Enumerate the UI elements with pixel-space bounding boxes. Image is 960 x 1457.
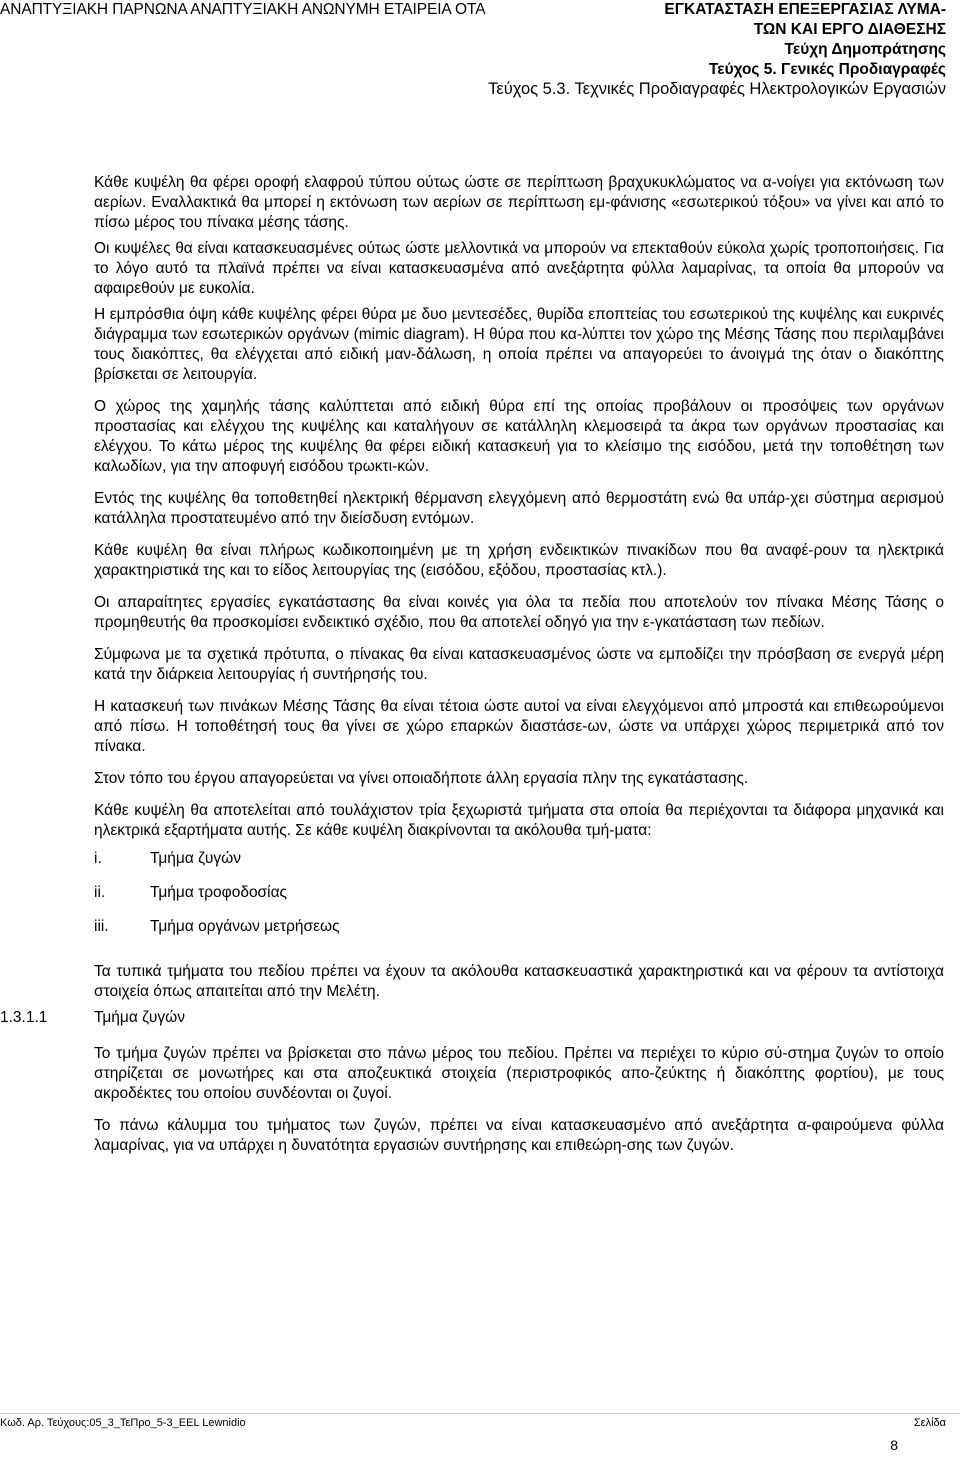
paragraph: Σύμφωνα με τα σχετικά πρότυπα, ο πίνακας θα είναι κατασκευασμένος ώστε να εμποδίζει την πρόσβαση σε ενεργά μέρη κατά την διάρκεια λειτουργίας ή συντήρησής του. <box>94 646 944 683</box>
header-document-type: Τεύχη Δημοπράτησης <box>784 41 946 58</box>
paragraph: Οι απαραίτητες εργασίες εγκατάστασης θα είναι κοινές για όλα τα πεδία που αποτελούν τον πίνακα Μέσης Τάσης ο προμηθευτής θα προσκομίσει ενδεικτικό σχέδιο, που θα αποτελεί οδηγό για την ε-γκατάσταση των πεδίων. <box>94 594 944 631</box>
paragraph: Κάθε κυψέλη θα φέρει οροφή ελαφρού τύπου ούτως ώστε σε περίπτωση βραχυκυκλώματος να α-νοίγει για εκτόνωση των αερίων. Εναλλακτικά θα μπορεί η εκτόνωση των αερίων σε περίπτωση εμ-φάνισης «εσωτερικού τόξου» να γίνει και από το πίσω μέρος του πίνακα μέσης τάσης. <box>94 174 944 231</box>
section-heading <box>0 1008 944 1028</box>
section-parts-list <box>94 849 944 951</box>
footer-divider <box>0 1413 960 1414</box>
list-item <box>94 849 944 883</box>
list-item <box>94 917 944 951</box>
paragraph: Οι κυψέλες θα είναι κατασκευασμένες ούτως ώστε μελλοντικά να μπορούν να επεκταθούν εύκολα χωρίς τροποποιήσεις. Για το λόγο αυτό τα πλαϊνά πρέπει να είναι κατασκευασμένα από ανεξάρτητα φύλλα λαμαρίνας, τα οποία θα μπορούν να αφαιρεθούν με ευκολία. <box>94 240 944 297</box>
document-body <box>0 173 944 1168</box>
paragraph: Το πάνω κάλυμμα του τμήματος των ζυγών, πρέπει να είναι κατασκευασμένο από ανεξάρτητα α-φαιρούμενα φύλλα λαμαρίνας, για να υπάρχει η δυνατότητα εργασιών συντήρησης και επιθεώρη-σης των ζυγών. <box>94 1117 944 1154</box>
list-item-number: iii. <box>94 918 109 935</box>
header-project-line-1: ΕΓΚΑΤΑΣΤΑΣΗ ΕΠΕΞΕΡΓΑΣΙΑΣ ΛΥΜΑ- <box>664 1 946 18</box>
header-project-line-2: ΤΩΝ ΚΑΙ ΕΡΓΟ ΔΙΑΘΕΣΗΣ <box>753 21 946 38</box>
header-project <box>626 0 946 80</box>
footer-page-label: Σελίδα <box>913 1417 946 1429</box>
footer-document-code: Κωδ. Αρ. Τεύχους:05_3_ΤεΠρο_5-3_EEL Lewnidio <box>0 1417 246 1429</box>
paragraph: Τα τυπικά τμήματα του πεδίου πρέπει να έχουν τα ακόλουθα κατασκευαστικά χαρακτηριστικά και να φέρουν τα αντίστοιχα στοιχεία όπως απαιτείται από την Μελέτη. <box>94 963 944 1000</box>
header-volume: Τεύχος 5. Γενικές Προδιαγραφές <box>708 61 946 78</box>
paragraph: Εντός της κυψέλης θα τοποθετηθεί ηλεκτρική θέρμανση ελεγχόμενη από θερμοστάτη ενώ θα υπάρ-χει σύστημα αερισμού κατάλληλα προστατευμένο από την διείσδυση εντόμων. <box>94 490 944 527</box>
list-item <box>94 883 944 917</box>
paragraph: Κάθε κυψέλη θα είναι πλήρως κωδικοποιημένη με τη χρήση ενδεικτικών πινακίδων που θα αναφέ-ρουν τα ηλεκτρικά χαρακτηριστικά της και το είδος λειτουργίας της (εισόδου, εξόδου, προστασίας κτλ.). <box>94 542 944 579</box>
list-item-number: i. <box>94 850 102 867</box>
list-item-text: Τμήμα τροφοδοσίας <box>150 884 288 901</box>
list-item-text: Τμήμα οργάνων μετρήσεως <box>150 918 340 935</box>
paragraph: Το τμήμα ζυγών πρέπει να βρίσκεται στο πάνω μέρος του πεδίου. Πρέπει να περιέχει το κύριο σύ-στημα ζυγών το οποίο στηρίζεται σε μονωτήρες και στα αποζευκτικά στοιχεία (περιστροφικός απο-ζεύκτης ή διακόπτης φορτίου), με τους ακροδέκτες του οποίου συνδέονται οι ζυγοί. <box>94 1045 944 1102</box>
section-number: 1.3.1.1 <box>0 1009 48 1026</box>
paragraph: Η εμπρόσθια όψη κάθε κυψέλης φέρει θύρα με δυο μεντεσέδες, θυρίδα εποπτείας του εσωτερικού της κυψέλης και ευκρινές διάγραμμα των εσωτερικών οργάνων (mimic diagram). Η θύρα που κα-λύπτει τον χώρο της Μέσης Τάσης που περιλαμβάνει τους διακόπτες, θα ελέγχεται από ειδική μαν-δάλωση, η οποία πρέπει να απαγορεύει το άνοιγμά της όταν ο διακόπτης βρίσκεται σε λειτουργία. <box>94 306 944 383</box>
list-item-text: Τμήμα ζυγών <box>150 850 241 867</box>
list-item-number: ii. <box>94 884 106 901</box>
section-title: Τμήμα ζυγών <box>94 1009 185 1026</box>
header-subvolume: Τεύχος 5.3. Τεχνικές Προδιαγραφές Ηλεκτρολογικών Εργασιών <box>488 80 946 98</box>
header-organization: ΑΝΑΠΤΥΞΙΑΚΗ ΠΑΡΝΩΝΑ ΑΝΑΠΤΥΞΙΑΚΗ ΑΝΩΝΥΜΗ ΕΤΑΙΡΕΙΑ ΟΤΑ <box>0 1 486 18</box>
paragraph: Κάθε κυψέλη θα αποτελείται από τουλάχιστον τρία ξεχωριστά τμήματα στα οποία θα περιέχονται τα διάφορα μηχανικά και ηλεκτρικά εξαρτήματα αυτής. Σε κάθε κυψέλη διακρίνονται τα ακόλουθα τμή-ματα: <box>94 802 944 839</box>
paragraph: Στον τόπο του έργου απαγορεύεται να γίνει οποιαδήποτε άλλη εργασία πλην της εγκατάστασης. <box>94 770 749 787</box>
paragraph: Ο χώρος της χαμηλής τάσης καλύπτεται από ειδική θύρα επί της οποίας προβάλουν οι προσόψεις των οργάνων προστασίας και ελέγχου της κυψέλης και καταλήγουν σε κατάλληλη κλεμοσειρά τα άκρα των οργάνων προστασίας και ελέγχου. Το κάτω μέρος της κυψέλης θα φέρει ειδική κατασκευή για το κλείσιμο της εισόδου, μετά την τοποθέτηση των καλωδίων, για την αποφυγή εισόδου τρωκτι-κών. <box>94 398 944 475</box>
paragraph: Η κατασκευή των πινάκων Μέσης Τάσης θα είναι τέτοια ώστε αυτοί να είναι ελεγχόμενοι από μπροστά και επιθεωρούμενοι από πίσω. Η τοποθέτησή τους θα γίνει σε χώρο επαρκών διαστάσε-ων, ώστε να υπάρχει χώρος περιμετρικά από τον πίνακα. <box>94 698 944 755</box>
page-number: 8 <box>890 1437 898 1453</box>
